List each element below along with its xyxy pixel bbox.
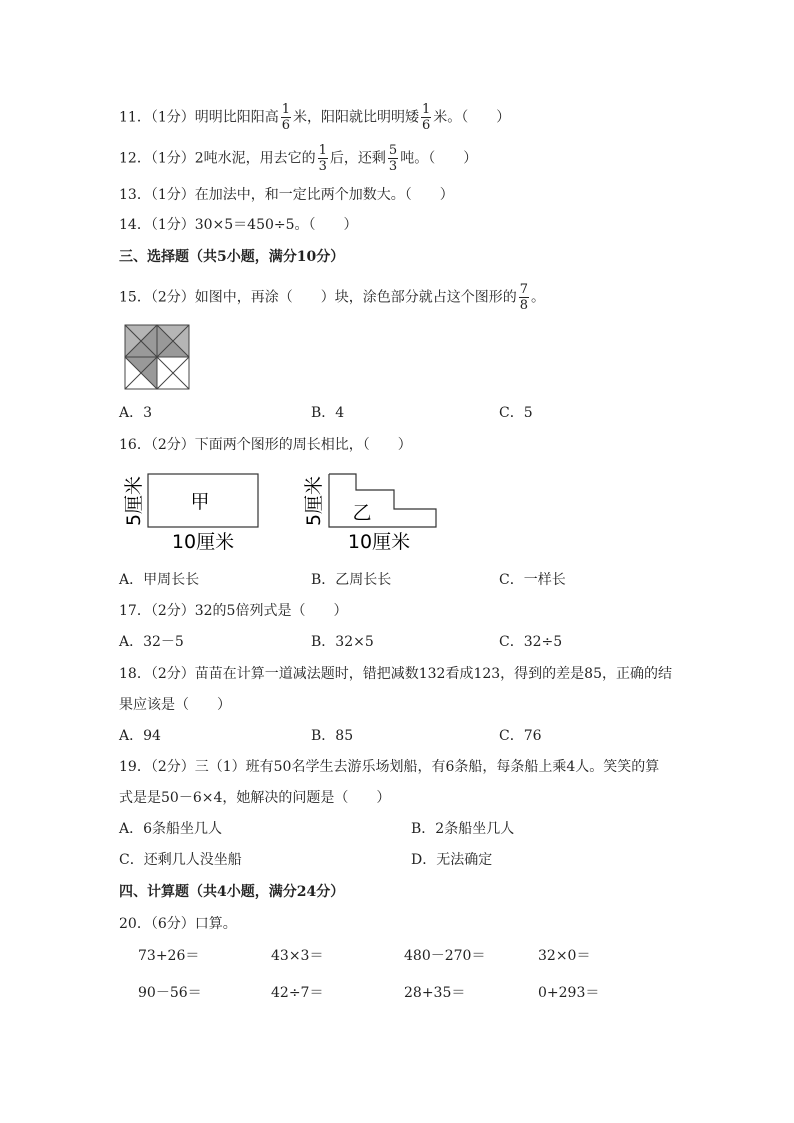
question-12: 12．（1分）2吨水泥，用去它的 $\frac{1}{3}$ 后，还剩 $\frac{5}{3}$ 吨。（ ） (119, 143, 478, 174)
q17-option-a: A．32－5 (119, 634, 184, 650)
calc-item: 480－270＝ (404, 948, 486, 964)
question-14: 14．（1分）30×5＝450÷5。（ ） (119, 217, 358, 233)
fraction: $\frac{1}{3}$ (318, 143, 327, 174)
fraction: $\frac{1}{6}$ (422, 102, 431, 133)
section-4-heading: 四、计算题（共4小题，满分24分） (119, 884, 345, 900)
q17-option-b: B．32×5 (311, 634, 374, 650)
q19-option-b: B．2条船坐几人 (411, 821, 515, 837)
q19-option-c: C．还剩几人没坐船 (119, 852, 242, 868)
question-20: 20．（6分）口算。 (119, 916, 237, 932)
q18-option-a: A．94 (119, 728, 161, 744)
q17-option-c: C．32÷5 (499, 634, 563, 650)
question-19-line-1: 19．（2分）三（1）班有50名学生去游乐场划船，有6条船，每条船上乘4人。笑笑的算 (119, 759, 660, 775)
fraction: $\frac{7}{8}$ (519, 282, 529, 313)
calc-item: 28+35＝ (404, 985, 466, 1001)
q15-square-figure (124, 324, 190, 390)
question-19-line-2: 式是是50－6×4，她解决的问题是（ ） (119, 790, 391, 806)
q18-option-b: B．85 (311, 728, 354, 744)
q15-option-c: C．5 (499, 405, 533, 421)
question-18-line-2: 果应该是（ ） (119, 697, 231, 713)
q16-option-c: C．一样长 (499, 572, 566, 588)
staircase-yi (329, 474, 436, 527)
calc-item: 42÷7＝ (271, 985, 324, 1001)
width-label-left: 10厘米 (171, 531, 235, 553)
q16-option-b: B．乙周长长 (311, 572, 392, 588)
q19-option-a: A．6条船坐几人 (119, 821, 223, 837)
calc-item: 73+26＝ (138, 948, 200, 964)
calc-item: 90－56＝ (138, 985, 202, 1001)
question-11: 11．（1分）明明比阳阳高 $\frac{1}{6}$ 米，阳阳就比明明矮 $\frac{1}{6}$ 米。（ ） (119, 102, 511, 133)
label-jia: 甲 (190, 491, 210, 513)
width-label-right: 10厘米 (347, 531, 411, 553)
question-17: 17．（2分）32的5倍列式是（ ） (119, 603, 348, 619)
label-yi: 乙 (352, 502, 372, 524)
fraction: $\frac{1}{6}$ (281, 102, 291, 133)
fraction: $\frac{5}{3}$ (388, 143, 398, 174)
height-label-left: 5厘米 (123, 475, 145, 527)
section-3-heading: 三、选择题（共5小题，满分10分） (119, 249, 345, 265)
q16-option-a: A．甲周长长 (119, 572, 200, 588)
question-18-line-1: 18．（2分）苗苗在计算一道减法题时，错把减数132看成123，得到的差是85，正确的结 (119, 666, 672, 682)
calc-item: 32×0＝ (538, 948, 591, 964)
height-label-right: 5厘米 (303, 475, 325, 527)
calc-item: 43×3＝ (271, 948, 324, 964)
q16-figures (120, 468, 450, 556)
q15-option-b: B．4 (311, 405, 345, 421)
question-13: 13．（1分）在加法中，和一定比两个加数大。（ ） (119, 187, 454, 203)
calc-item: 0+293＝ (538, 985, 600, 1001)
question-15: 15．（2分）如图中，再涂（ ）块，涂色部分就占这个图形的 $\frac{7}{8}$ 。 (119, 282, 546, 313)
question-16: 16．（2分）下面两个图形的周长相比，（ ） (119, 437, 412, 453)
q18-option-c: C．76 (499, 728, 542, 744)
q15-option-a: A．3 (119, 405, 153, 421)
q19-option-d: D．无法确定 (411, 852, 493, 868)
